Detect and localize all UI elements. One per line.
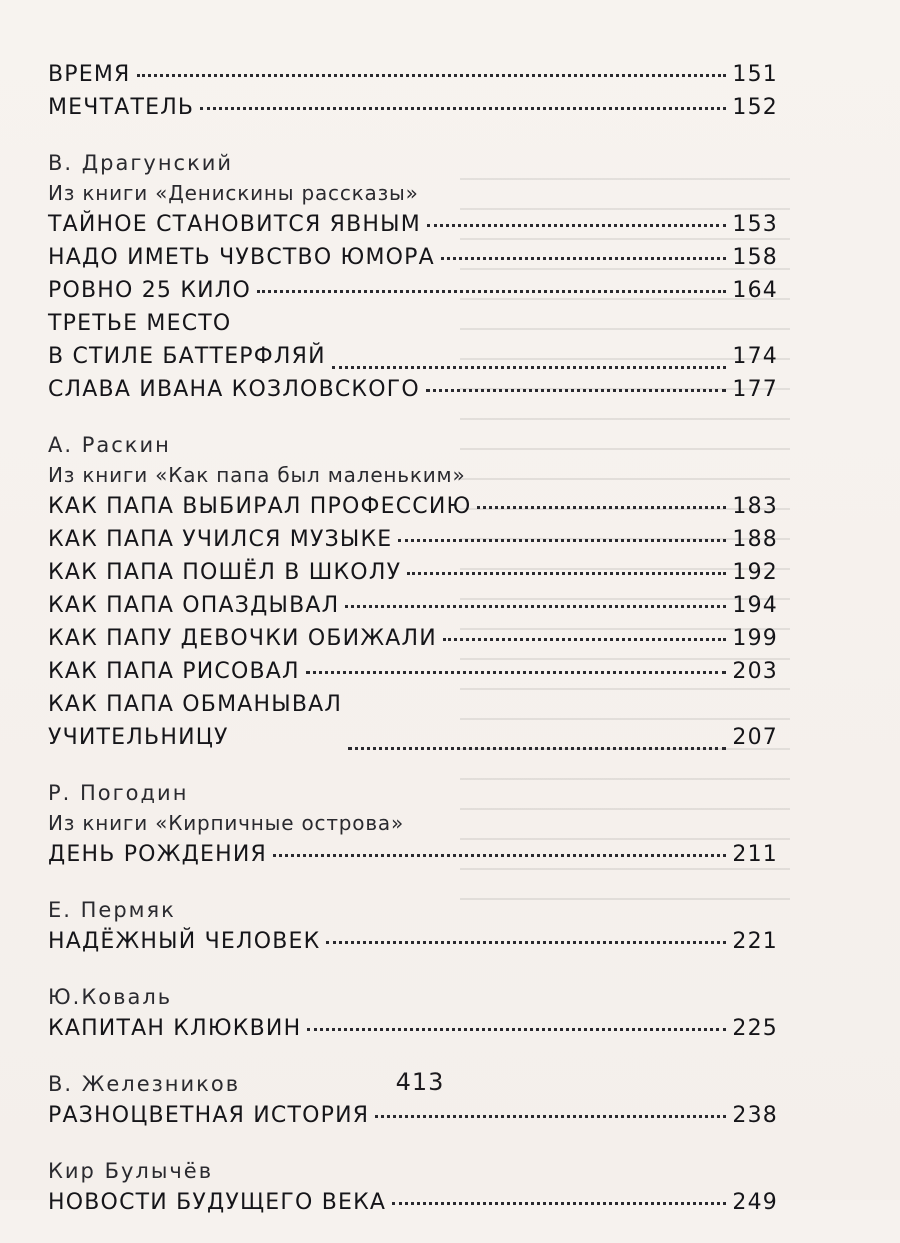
toc-entry	[48, 925, 778, 958]
entry-title-line: КАПИТАН КЛЮКВИН	[48, 1016, 302, 1041]
entry-title-line: НАДЁЖНЫЙ ЧЕЛОВЕК	[48, 929, 321, 954]
book-source: Из книги «Как папа был маленьким»	[48, 463, 466, 487]
entry-page-number: 153	[732, 212, 778, 237]
entry-title	[48, 307, 326, 373]
entry-title-line: КАК ПАПА РИСОВАЛ	[48, 659, 300, 684]
book-source: Из книги «Кирпичные острова»	[48, 811, 405, 835]
entry-title-line: ТРЕТЬЕ МЕСТО	[48, 311, 232, 336]
entry-title-line: В СТИЛЕ БАТТЕРФЛЯЙ	[48, 344, 326, 369]
entry-title-line: СЛАВА ИВАНА КОЗЛОВСКОГО	[48, 377, 420, 402]
author-name: Кир Булычёв	[48, 1159, 214, 1183]
toc-entry	[48, 274, 778, 307]
toc-entry	[48, 1099, 778, 1132]
dot-leader	[427, 224, 726, 227]
dot-leader	[345, 605, 726, 608]
entry-title-line: РОВНО 25 КИЛО	[48, 278, 252, 303]
entry-title-line: КАК ПАПА ВЫБИРАЛ ПРОФЕССИЮ	[48, 494, 472, 519]
entry-title	[48, 1186, 386, 1219]
entry-page-number: 151	[732, 62, 778, 87]
entry-page-number: 183	[732, 494, 778, 519]
entry-page-number: 225	[732, 1016, 778, 1041]
dot-leader	[326, 941, 726, 944]
entry-page-number: 192	[732, 560, 778, 585]
entry-title-line: ТАЙНОЕ СТАНОВИТСЯ ЯВНЫМ	[48, 212, 421, 237]
dot-leader	[477, 506, 726, 509]
entry-page-number: 238	[732, 1103, 778, 1128]
entry-page-number: 158	[732, 245, 778, 270]
toc-entry	[48, 373, 778, 406]
toc-entry	[48, 1186, 778, 1219]
entry-title-line: УЧИТЕЛЬНИЦУ	[48, 725, 229, 750]
dot-leader	[443, 638, 727, 641]
entry-page-number: 249	[732, 1190, 778, 1215]
entry-title-line: ДЕНЬ РОЖДЕНИЯ	[48, 842, 267, 867]
entry-page-number: 188	[732, 527, 778, 552]
author-name: А. Раскин	[48, 433, 171, 457]
entry-page-number: 221	[732, 929, 778, 954]
toc-entry	[48, 655, 778, 688]
entry-page-number: 211	[732, 842, 778, 867]
entry-title-line: РАЗНОЦВЕТНАЯ ИСТОРИЯ	[48, 1103, 370, 1128]
book-source: Из книги «Денискины рассказы»	[48, 181, 419, 205]
entry-title	[48, 91, 194, 124]
dot-leader	[307, 1028, 726, 1031]
entry-page-number: 194	[732, 593, 778, 618]
toc-entry	[48, 589, 778, 622]
entry-title-line: КАК ПАПА ОБМАНЫВАЛ	[48, 692, 343, 717]
dot-leader	[257, 290, 726, 293]
entry-title	[48, 1099, 369, 1132]
dot-leader	[407, 572, 726, 575]
entry-title	[48, 1012, 301, 1045]
toc-section	[48, 895, 778, 958]
author-name: Ю.Коваль	[48, 985, 173, 1009]
toc-section	[48, 778, 778, 871]
dot-leader	[273, 854, 726, 857]
entry-title-line: МЕЧТАТЕЛЬ	[48, 95, 195, 120]
dot-leader	[441, 257, 727, 260]
entry-title	[48, 838, 267, 871]
dot-leader	[392, 1202, 726, 1205]
dot-leader	[398, 539, 726, 542]
entry-title-line: ВРЕМЯ	[48, 62, 131, 87]
entry-title	[48, 241, 435, 274]
entry-page-number: 174	[732, 344, 778, 369]
toc-entry	[48, 490, 778, 523]
entry-page-number: 199	[732, 626, 778, 651]
toc-entry	[48, 241, 778, 274]
entry-title	[48, 655, 300, 688]
entry-title	[48, 589, 339, 622]
entry-title-line: НАДО ИМЕТЬ ЧУВСТВО ЮМОРА	[48, 245, 435, 270]
dot-leader	[200, 107, 726, 110]
toc-entry	[48, 622, 778, 655]
entry-page-number: 164	[732, 278, 778, 303]
toc-section	[48, 982, 778, 1045]
entry-page-number: 207	[732, 725, 778, 750]
entry-title	[48, 58, 131, 91]
dot-leader	[332, 366, 727, 369]
entry-title	[48, 556, 401, 589]
author-name: Р. Погодин	[48, 781, 189, 805]
entry-page-number: 177	[732, 377, 778, 402]
toc-section	[48, 430, 778, 754]
entry-title-line: КАК ПАПА УЧИЛСЯ МУЗЫКЕ	[48, 527, 393, 552]
entry-title-line: КАК ПАПА ПОШЁЛ В ШКОЛУ	[48, 560, 402, 585]
dot-leader	[306, 671, 727, 674]
entry-title	[48, 523, 392, 556]
table-of-contents	[48, 58, 778, 1243]
toc-entry	[48, 523, 778, 556]
toc-entry	[48, 838, 778, 871]
entry-title	[48, 622, 437, 655]
entry-title-line: КАК ПАПУ ДЕВОЧКИ ОБИЖАЛИ	[48, 626, 437, 651]
toc-entry	[48, 1012, 778, 1045]
entry-title	[48, 490, 471, 523]
entry-title-line: НОВОСТИ БУДУЩЕГО ВЕКА	[48, 1190, 387, 1215]
entry-page-number: 203	[732, 659, 778, 684]
author-name: Е. Пермяк	[48, 898, 176, 922]
dot-leader	[375, 1115, 726, 1118]
toc-section	[48, 1156, 778, 1219]
toc-entry	[48, 688, 778, 754]
entry-title	[48, 688, 342, 754]
dot-leader	[348, 747, 726, 750]
page-number: 413	[395, 1068, 445, 1096]
entry-title-line: КАК ПАПА ОПАЗДЫВАЛ	[48, 593, 340, 618]
author-name: В. Железников	[48, 1072, 241, 1096]
dot-leader	[137, 74, 727, 77]
entry-title	[48, 925, 320, 958]
toc-entry	[48, 208, 778, 241]
toc-section	[48, 58, 778, 124]
author-name: В. Драгунский	[48, 151, 234, 175]
toc-entry	[48, 556, 778, 589]
dot-leader	[426, 389, 727, 392]
entry-title	[48, 274, 251, 307]
toc-section	[48, 148, 778, 406]
toc-entry	[48, 58, 778, 91]
toc-entry	[48, 307, 778, 373]
entry-title	[48, 373, 420, 406]
entry-page-number: 152	[732, 95, 778, 120]
entry-title	[48, 208, 421, 241]
toc-entry	[48, 91, 778, 124]
